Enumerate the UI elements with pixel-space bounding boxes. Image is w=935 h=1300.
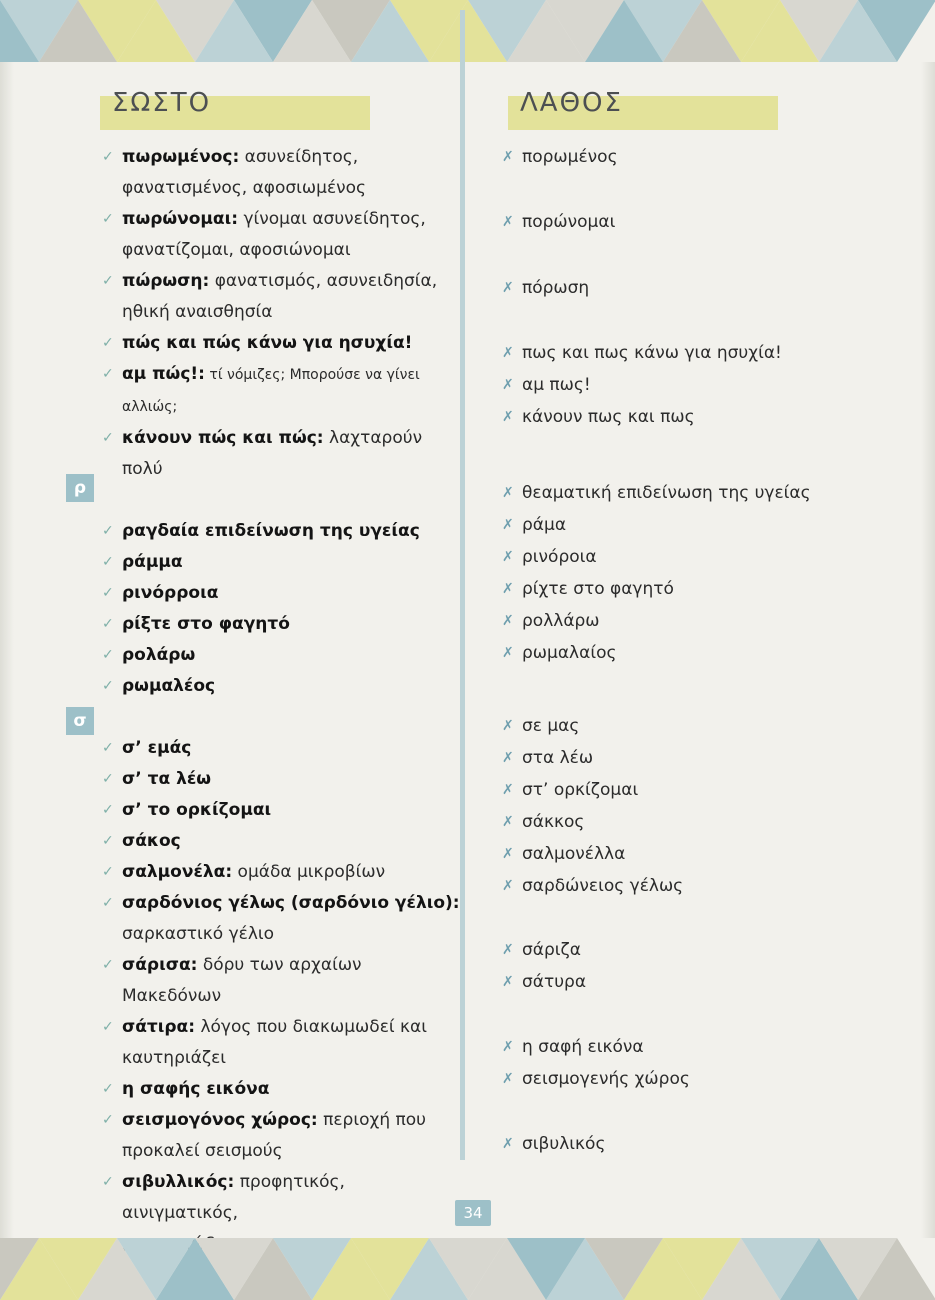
correct-entry	[100, 547, 460, 578]
check-icon: ✓	[102, 1019, 114, 1035]
wrong-entry	[500, 1129, 922, 1160]
cross-icon: ✗	[502, 974, 514, 990]
entry-term: αμ πώς!:	[122, 364, 205, 384]
wrong-entry	[500, 775, 922, 806]
wrong-entry-text: ρολλάρω	[522, 611, 600, 631]
correct-entry	[100, 1012, 460, 1074]
entry-term: ρίξτε στο φαγητό	[122, 614, 290, 634]
check-icon: ✓	[102, 833, 114, 849]
cross-icon: ✗	[502, 846, 514, 862]
check-icon: ✓	[102, 430, 114, 446]
check-icon: ✓	[102, 211, 114, 227]
correct-entry	[100, 423, 460, 485]
entry-definition: προφητικός, αινιγματικός,	[122, 1172, 345, 1223]
triangle-decoration	[507, 1238, 585, 1300]
wrong-entry	[500, 839, 922, 870]
entry-definition: ασυνείδητος,	[239, 147, 359, 167]
wrong-entry-text: σάτυρα	[522, 972, 587, 992]
wrong-entry	[500, 338, 922, 369]
check-icon: ✓	[102, 523, 114, 539]
cross-icon: ✗	[502, 782, 514, 798]
triangle-decoration	[0, 1238, 39, 1300]
correct-entry	[100, 204, 460, 266]
entry-definition: φανατισμός, ασυνειδησία,	[209, 271, 438, 291]
triangle-decoration	[819, 1238, 897, 1300]
wrong-entry-text: σιβυλικός	[522, 1134, 606, 1154]
entry-group-spacer	[100, 485, 460, 516]
triangle-decoration	[39, 0, 117, 62]
wrong-entry-text: σαλμονέλλα	[522, 844, 626, 864]
entry-term: πωρωμένος:	[122, 147, 240, 167]
triangle-decoration	[819, 0, 897, 62]
cross-icon: ✗	[502, 149, 514, 165]
triangle-decoration	[39, 1238, 117, 1300]
wrong-entry-text: σαρδώνειος γέλως	[522, 876, 684, 896]
wrong-entry	[500, 807, 922, 838]
check-icon: ✓	[102, 554, 114, 570]
correct-entry	[100, 795, 460, 826]
entry-definition: περιοχή που	[317, 1110, 426, 1130]
triangle-decoration	[741, 1238, 819, 1300]
triangle-decoration	[351, 0, 429, 62]
triangle-decoration	[0, 0, 39, 62]
wrong-entry-text: σε μας	[522, 716, 580, 736]
cross-icon: ✗	[502, 345, 514, 361]
wrong-entry	[500, 871, 922, 902]
entry-definition-continued: φανατίζομαι, αφοσιώνομαι	[122, 240, 351, 260]
cross-icon: ✗	[502, 718, 514, 734]
check-icon: ✓	[102, 616, 114, 632]
check-icon: ✓	[102, 957, 114, 973]
wrong-entry-text: σάκκος	[522, 812, 585, 832]
wrong-entry	[500, 273, 922, 304]
entry-term: σάκος	[122, 831, 181, 851]
entry-definition: λαχταρούν πολύ	[122, 428, 423, 479]
entry-term: πωρώνομαι:	[122, 209, 239, 229]
wrong-entry	[500, 142, 922, 173]
letter-tab-1: σ	[66, 707, 94, 735]
entry-definition-continued: μυστηριώδης	[122, 1234, 237, 1254]
correct-entry	[100, 328, 460, 359]
entry-term: σεισμογόνος χώρος:	[122, 1110, 318, 1130]
wrong-entry	[500, 510, 922, 541]
triangle-decoration	[273, 0, 351, 62]
cross-icon: ✗	[502, 645, 514, 661]
check-icon: ✓	[102, 740, 114, 756]
wrong-entry	[500, 1032, 922, 1063]
entry-term: σ’ τα λέω	[122, 769, 212, 789]
cross-icon: ✗	[502, 1039, 514, 1055]
cross-icon: ✗	[502, 214, 514, 230]
correct-entry	[100, 826, 460, 857]
entry-term: πώς και πώς κάνω για ησυχία!	[122, 333, 413, 353]
wrong-entry-text: αμ πως!	[522, 375, 591, 395]
column-header-correct	[100, 88, 370, 130]
triangle-decoration	[507, 0, 585, 62]
entry-term: σαλμονέλα:	[122, 862, 233, 882]
column-header-correct-label: ΣΩΣΤΟ	[112, 88, 212, 118]
correct-entry	[100, 266, 460, 328]
entry-group-spacer	[100, 702, 460, 733]
entry-term: κάνουν πώς και πώς:	[122, 428, 324, 448]
triangle-decoration	[273, 1238, 351, 1300]
wrong-entry-text: ρίχτε στο φαγητό	[522, 579, 674, 599]
wrong-entry	[500, 574, 922, 605]
cross-icon: ✗	[502, 1071, 514, 1087]
entry-definition-continued: καυτηριάζει	[122, 1048, 227, 1068]
entry-term: σάρισα:	[122, 955, 198, 975]
page-number: 34	[455, 1200, 491, 1226]
entry-definition: τί νόμιζες; Μπορούσε να γίνει αλλιώς;	[122, 367, 420, 415]
cross-icon: ✗	[502, 750, 514, 766]
top-decoration-band	[0, 0, 935, 62]
triangle-decoration	[585, 0, 663, 62]
entry-term: σ’ το ορκίζομαι	[122, 800, 272, 820]
check-icon: ✓	[102, 585, 114, 601]
triangle-decoration	[195, 1238, 273, 1300]
cross-icon: ✗	[502, 942, 514, 958]
entry-term: ρινόρροια	[122, 583, 219, 603]
triangle-decoration	[741, 0, 819, 62]
check-icon: ✓	[102, 864, 114, 880]
triangle-decoration	[195, 0, 273, 62]
cross-icon: ✗	[502, 280, 514, 296]
cross-icon: ✗	[502, 549, 514, 565]
wrong-entry-text: ρωμαλαίος	[522, 643, 617, 663]
correct-entry	[100, 857, 460, 888]
entry-definition-continued: προκαλεί σεισμούς	[122, 1141, 283, 1161]
correct-entry	[100, 1105, 460, 1167]
cross-icon: ✗	[502, 1136, 514, 1152]
triangle-decoration	[429, 1238, 507, 1300]
wrong-entry-text: κάνουν πως και πως	[522, 407, 695, 427]
wrong-entry	[500, 478, 922, 509]
check-icon: ✓	[102, 802, 114, 818]
entry-term: ρολάρω	[122, 645, 196, 665]
entry-term: πώρωση:	[122, 271, 210, 291]
triangle-decoration	[663, 0, 741, 62]
wrong-entry	[500, 743, 922, 774]
check-icon: ✓	[102, 678, 114, 694]
correct-entry	[100, 640, 460, 671]
entry-definition: ομάδα μικροβίων	[232, 862, 386, 882]
check-icon: ✓	[102, 895, 114, 911]
entry-term: σ’ εμάς	[122, 738, 192, 758]
wrong-entry	[500, 935, 922, 966]
column-divider	[460, 10, 465, 1160]
wrong-entry	[500, 967, 922, 998]
wrong-entry-text: σεισμογενής χώρος	[522, 1069, 690, 1089]
entry-definition-continued: σαρκαστικό γέλιο	[122, 924, 275, 944]
wrong-entry-text: θεαματική επιδείνωση της υγείας	[522, 483, 811, 503]
entry-term: σαρδόνιος γέλως (σαρδόνιο γέλιο):	[122, 893, 460, 913]
wrong-entry	[500, 542, 922, 573]
entry-term: η σαφής εικόνα	[122, 1079, 270, 1099]
triangle-decoration	[351, 1238, 429, 1300]
entry-term: ραγδαία επιδείνωση της υγείας	[122, 521, 420, 541]
wrong-entry	[500, 1064, 922, 1095]
entry-term: ράμμα	[122, 552, 183, 572]
check-icon: ✓	[102, 273, 114, 289]
cross-icon: ✗	[502, 613, 514, 629]
cross-icon: ✗	[502, 581, 514, 597]
wrong-entry-text: ρινόροια	[522, 547, 597, 567]
correct-entry	[100, 733, 460, 764]
correct-entry	[100, 578, 460, 609]
triangle-decoration	[663, 1238, 741, 1300]
check-icon: ✓	[102, 366, 114, 382]
check-icon: ✓	[102, 1174, 114, 1190]
correct-entry	[100, 671, 460, 702]
entry-term: σιβυλλικός:	[122, 1172, 235, 1192]
triangle-decoration	[117, 0, 195, 62]
entry-definition: γίνομαι ασυνείδητος,	[238, 209, 426, 229]
page-edge-right	[921, 62, 935, 1238]
page-edge-left	[0, 62, 14, 1238]
correct-entry	[100, 1074, 460, 1105]
wrong-entry-text: πως και πως κάνω για ησυχία!	[522, 343, 782, 363]
wrong-entry-text: στ’ ορκίζομαι	[522, 780, 639, 800]
triangle-decoration	[117, 1238, 195, 1300]
check-icon: ✓	[102, 1081, 114, 1097]
correct-entry	[100, 950, 460, 1012]
cross-icon: ✗	[502, 377, 514, 393]
cross-icon: ✗	[502, 409, 514, 425]
wrong-entry	[500, 207, 922, 238]
correct-entry	[100, 764, 460, 795]
cross-icon: ✗	[502, 485, 514, 501]
wrong-entry	[500, 370, 922, 401]
wrong-entry-text: ράμα	[522, 515, 567, 535]
correct-entries-column	[100, 142, 460, 1260]
column-header-wrong-label: ΛΑΘΟΣ	[520, 88, 623, 118]
cross-icon: ✗	[502, 814, 514, 830]
wrong-entry-text: πόρωση	[522, 278, 590, 298]
wrong-entry	[500, 402, 922, 433]
entry-term: ρωμαλέος	[122, 676, 216, 696]
letter-tab-0: ρ	[66, 474, 94, 502]
bottom-decoration-band	[0, 1238, 935, 1300]
wrong-entry-text: στα λέω	[522, 748, 594, 768]
correct-entry	[100, 142, 460, 204]
entry-definition: λόγος που διακωμωδεί και	[195, 1017, 428, 1037]
entry-term: σάτιρα:	[122, 1017, 196, 1037]
cross-icon: ✗	[502, 878, 514, 894]
wrong-entry-text: σάριζα	[522, 940, 581, 960]
entry-definition-continued: φανατισμένος, αφοσιωμένος	[122, 178, 367, 198]
check-icon: ✓	[102, 771, 114, 787]
check-icon: ✓	[102, 149, 114, 165]
correct-entry	[100, 359, 460, 423]
correct-entry	[100, 516, 460, 547]
entry-definition-continued: ηθική αναισθησία	[122, 302, 273, 322]
wrong-entry	[500, 606, 922, 637]
wrong-entry-text: η σαφή εικόνα	[522, 1037, 644, 1057]
column-header-wrong	[508, 88, 778, 130]
correct-entry	[100, 609, 460, 640]
check-icon: ✓	[102, 647, 114, 663]
triangle-decoration	[585, 1238, 663, 1300]
cross-icon: ✗	[502, 517, 514, 533]
correct-entry	[100, 888, 460, 950]
check-icon: ✓	[102, 335, 114, 351]
entry-definition: δόρυ των αρχαίων Μακεδόνων	[122, 955, 362, 1006]
wrong-entry	[500, 711, 922, 742]
wrong-entry-text: πορωμένος	[522, 147, 618, 167]
check-icon: ✓	[102, 1112, 114, 1128]
triangle-decoration	[429, 0, 507, 62]
wrong-entry	[500, 638, 922, 669]
wrong-entry-text: πορώνομαι	[522, 212, 616, 232]
